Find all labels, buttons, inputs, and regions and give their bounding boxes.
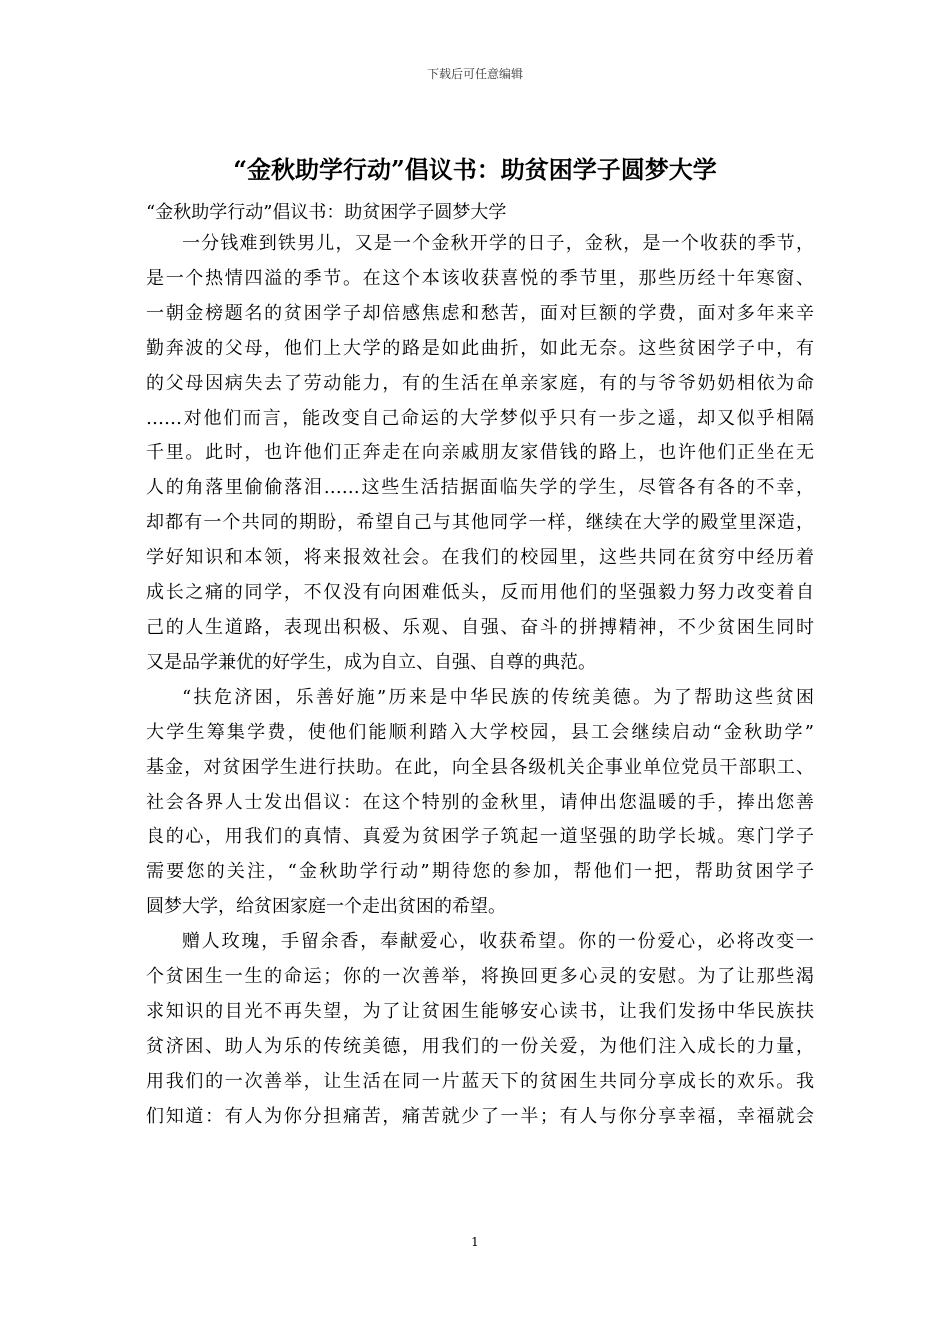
paragraph-line: 社会各界人士发出倡议：在这个特别的金秋里，请伸出您温暖的手，捧出您善 <box>146 791 814 813</box>
paragraph <box>146 925 814 1134</box>
paragraph-line: “扶危济困，乐善好施”历来是中华民族的传统美德。为了帮助这些贫困 <box>182 686 814 708</box>
paragraph-line: 们知道：有人为你分担痛苦，痛苦就少了一半；有人与你分享幸福，幸福就会 <box>146 1105 814 1127</box>
paragraph-line: 人的角落里偷偷落泪……这些生活拮据面临失学的学生，尽管各有各的不幸， <box>146 477 814 499</box>
paragraph-line: 却都有一个共同的期盼，希望自己与其他同学一样，继续在大学的殿堂里深造， <box>146 512 814 534</box>
paragraph <box>146 681 814 925</box>
paragraph-line: 己的人生道路，表现出积极、乐观、自强、奋斗的拼搏精神，不少贫困生同时 <box>146 616 814 638</box>
paragraph-line: 一朝金榜题名的贫困学子却倍感焦虑和愁苦，面对巨额的学费，面对多年来辛 <box>146 302 814 324</box>
paragraph <box>146 227 814 681</box>
paragraph-line: 勤奔波的父母，他们上大学的路是如此曲折，如此无奈。这些贫困学子中，有 <box>146 337 814 359</box>
paragraph-line: 求知识的目光不再失望，为了让贫困生能够安心读书，让我们发扬中华民族扶 <box>146 1000 814 1022</box>
paragraph-list <box>146 227 814 1135</box>
document-title: “金秋助学行动”倡议书：助贫困学子圆梦大学 <box>233 155 717 184</box>
paragraph-line: 贫济困、助人为乐的传统美德，用我们的一份关爱，为他们注入成长的力量， <box>146 1035 814 1057</box>
paragraph-line: 是一个热情四溢的季节。在这个本该收获喜悦的季节里，那些历经十年寒窗、 <box>146 267 814 289</box>
document-subtitle: “金秋助学行动”倡议书：助贫困学子圆梦大学 <box>146 202 507 223</box>
paragraph-line: 的父母因病失去了劳动能力，有的生活在单亲家庭，有的与爷爷奶奶相依为命 <box>146 372 814 394</box>
paragraph-line: 大学生筹集学费，使他们能顺利踏入大学校园，县工会继续启动“金秋助学” <box>146 721 814 743</box>
page-number: 1 <box>471 1235 479 1249</box>
paragraph-line: 需要您的关注，“金秋助学行动”期待您的参加，帮他们一把，帮助贫困学子 <box>146 861 814 883</box>
paragraph-line: 良的心，用我们的真情、真爱为贫困学子筑起一道坚强的助学长城。寒门学子 <box>146 826 814 848</box>
paragraph-line: 又是品学兼优的好学生，成为自立、自强、自尊的典范。 <box>146 651 596 673</box>
paragraph-line: 用我们的一次善举，让生活在同一片蓝天下的贫困生共同分享成长的欢乐。我 <box>146 1070 814 1092</box>
paragraph-line: 一分钱难到铁男儿，又是一个金秋开学的日子，金秋，是一个收获的季节， <box>182 233 814 254</box>
paragraph-line: 基金，对贫困学生进行扶助。在此，向全县各级机关企事业单位党员干部职工、 <box>146 756 814 778</box>
document-body <box>146 198 814 1135</box>
paragraph-line: ……对他们而言，能改变自己命运的大学梦似乎只有一步之遥，却又似乎相隔 <box>146 407 814 429</box>
paragraph-line: 圆梦大学，给贫困家庭一个走出贫困的希望。 <box>146 896 506 918</box>
page-header: 下载后可任意编辑 <box>426 67 523 81</box>
paragraph-line: 千里。此时，也许他们正奔走在向亲戚朋友家借钱的路上，也许他们正坐在无 <box>146 442 814 464</box>
paragraph-line: 个贫困生一生的命运；你的一次善举，将换回更多心灵的安慰。为了让那些渴 <box>146 966 814 988</box>
paragraph-line: 成长之痛的同学，不仅没有向困难低头，反而用他们的坚强毅力努力改变着自 <box>146 582 814 604</box>
paragraph-line: 学好知识和本领，将来报效社会。在我们的校园里，这些共同在贫穷中经历着 <box>146 547 814 569</box>
paragraph-line: 赠人玫瑰，手留余香，奉献爱心，收获希望。你的一份爱心，必将改变一 <box>182 931 814 953</box>
